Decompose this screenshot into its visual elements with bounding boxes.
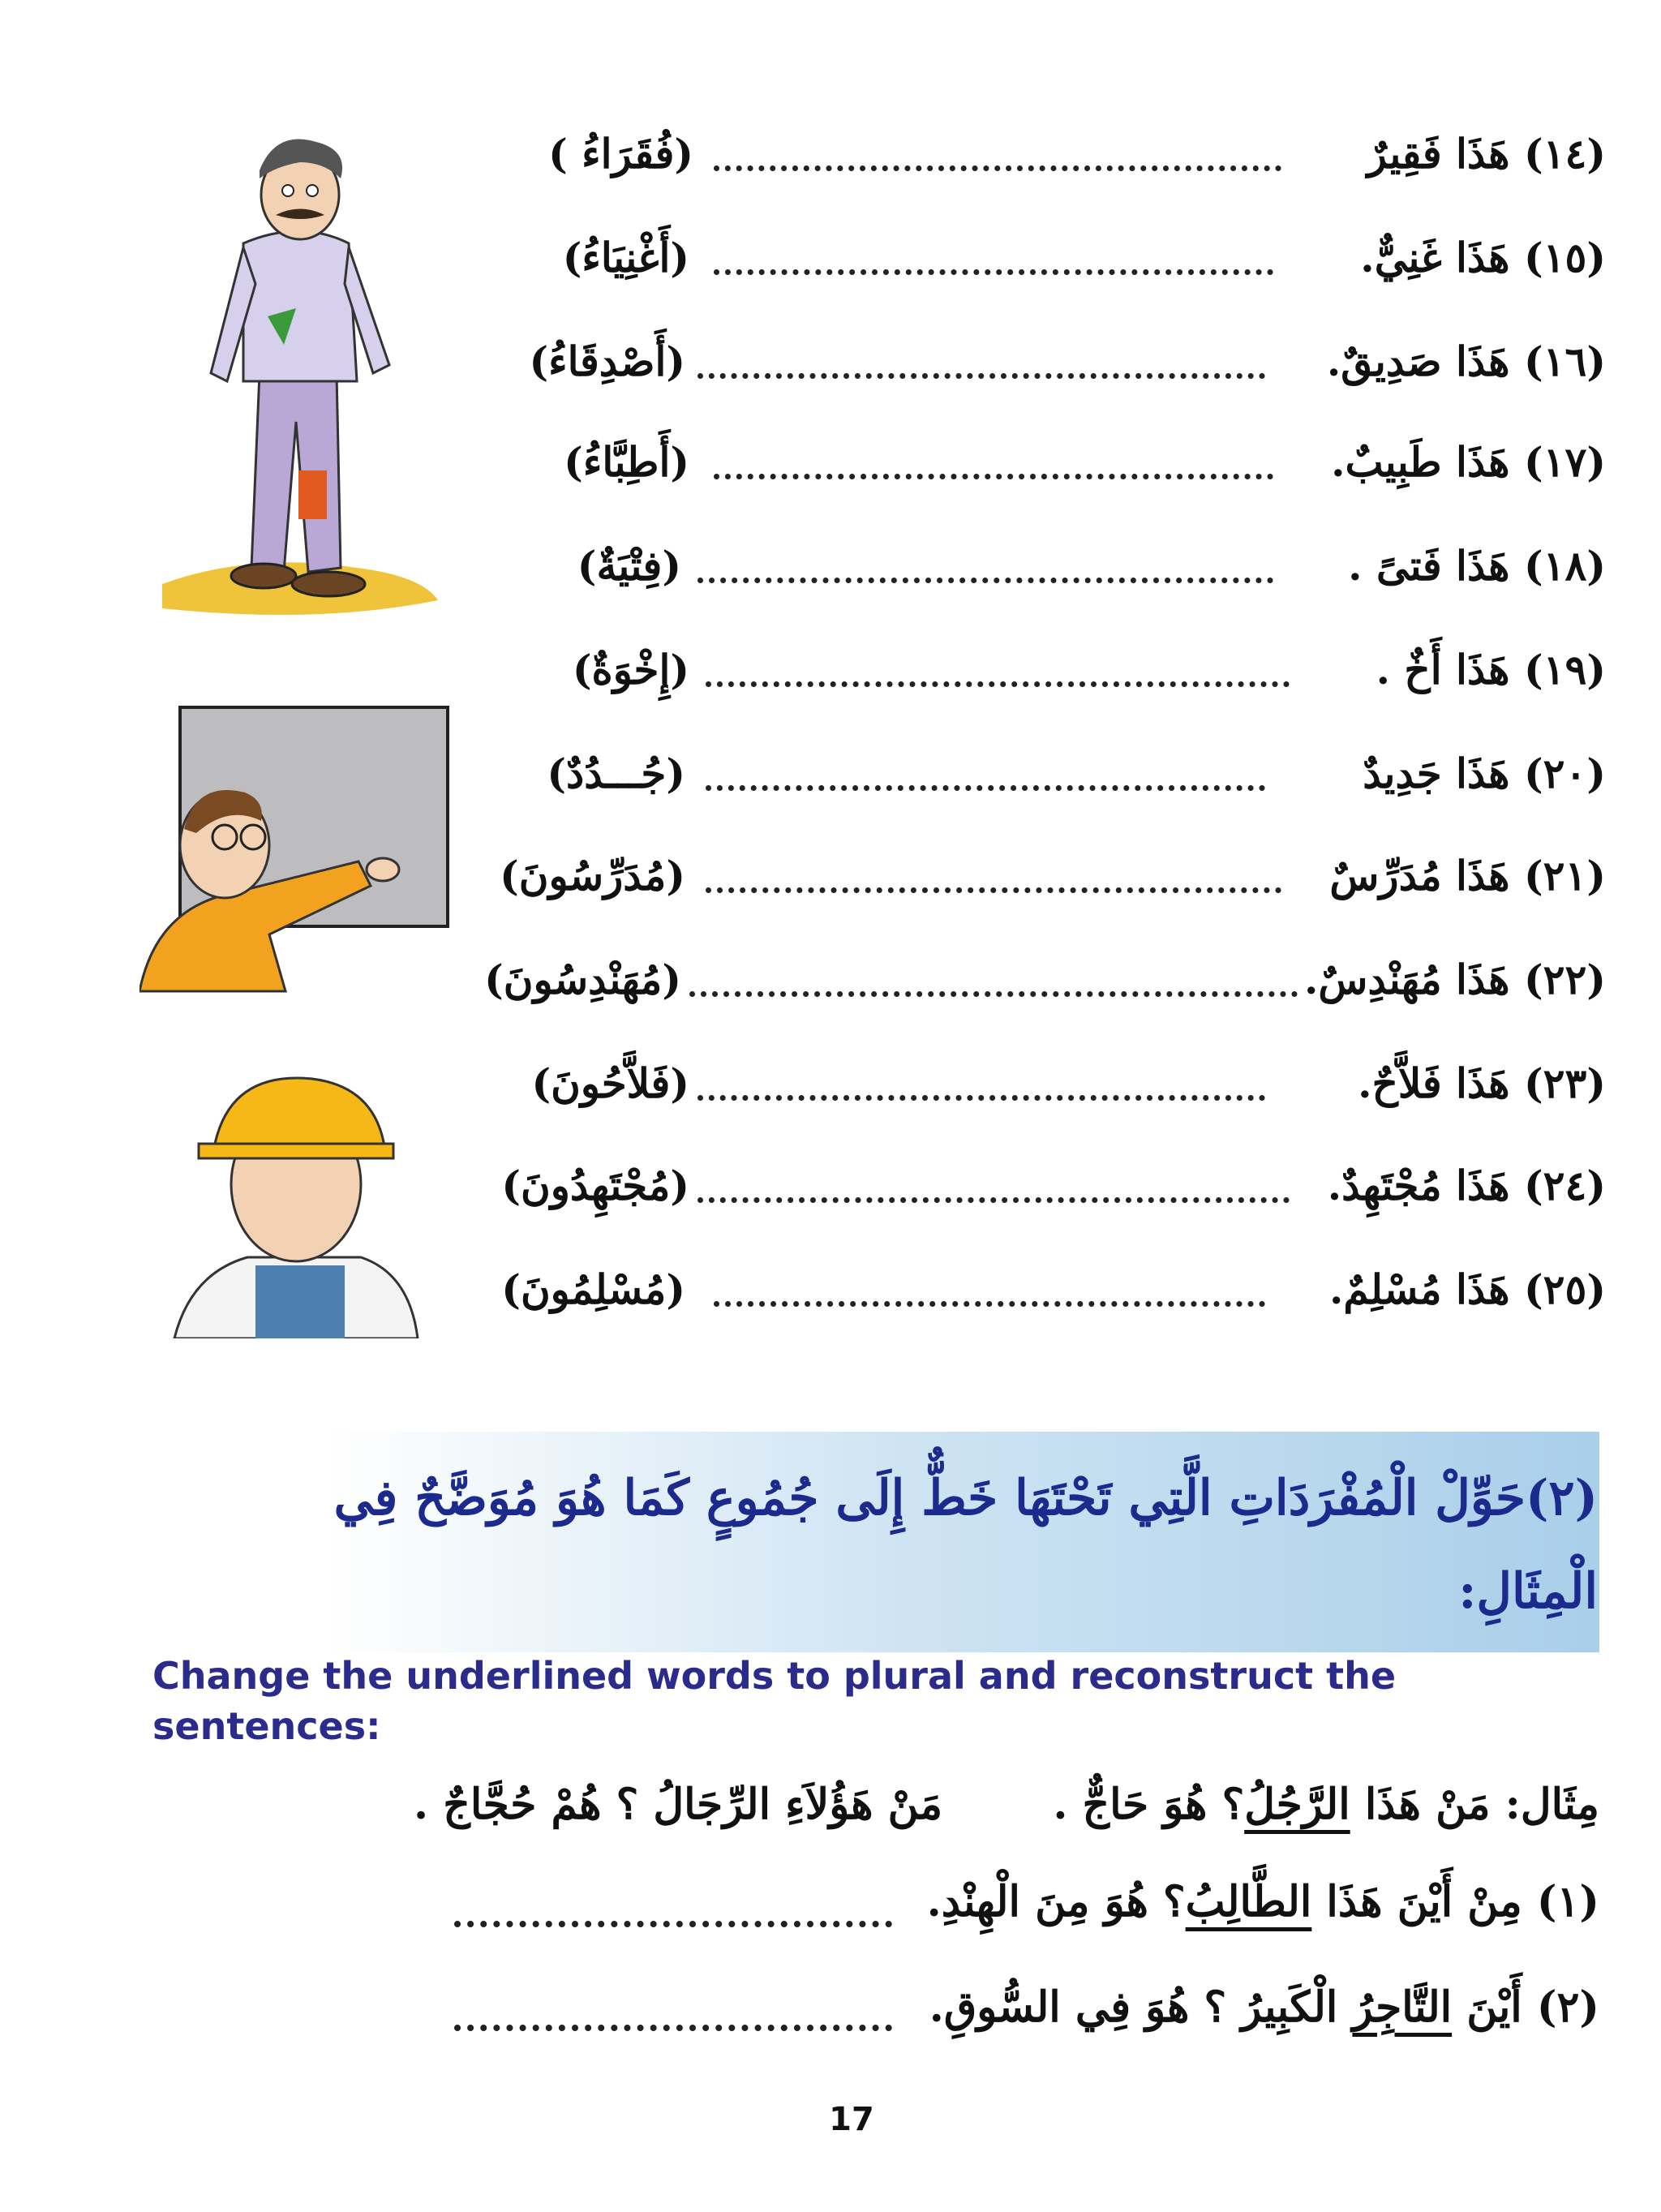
singular-sentence: هَذَا طَبِيبٌ. [1331, 438, 1510, 486]
answer-blank [689, 991, 1298, 997]
plural-hint: (مُجْتَهِدُونَ) [501, 1162, 689, 1209]
plural-hint: (فُقَرَاءُ ) [548, 130, 693, 178]
plural-hint: (أَغْنِيَاءُ) [562, 234, 689, 281]
answer-blank [697, 1095, 1265, 1101]
plural-hint: (إِخْوَةٌ) [572, 646, 689, 694]
item-prefix: (١) مِنْ أَيْنَ هَذَا [1326, 1877, 1599, 1926]
answer-blank [714, 1301, 1265, 1307]
plural-hint: (مُسْلِمُونَ) [501, 1265, 685, 1313]
exercise2-item-1 [221, 1866, 1599, 1939]
answer-blank-1 [454, 1921, 892, 1927]
exercise-row-25 [470, 1249, 1606, 1330]
exercise-row-21 [470, 835, 1606, 917]
plural-hint: (جُـــدُدٌ) [547, 750, 685, 797]
exercise2-item-2 [221, 1971, 1599, 2044]
plural-hint: (مُهَنْدِسُونَ) [484, 956, 681, 1003]
exercise-row-16 [470, 321, 1606, 402]
exercise-row-14 [470, 114, 1606, 195]
engineer-illustration [166, 1063, 426, 1338]
item-underlined-word: التَّاجِرُ [1352, 1982, 1453, 2032]
answer-blank [706, 785, 1265, 791]
exercise-row-15 [470, 217, 1606, 299]
row-number: (٢٣) [1523, 1059, 1606, 1107]
answer-blank [706, 887, 1281, 893]
row-number: (٢١) [1523, 852, 1606, 900]
plural-hint: (أَطِبَّاءُ) [564, 438, 689, 486]
answer-blank [714, 474, 1273, 479]
answer-blank [714, 269, 1273, 275]
exercise-row-19 [470, 629, 1606, 711]
singular-sentence: هَذَا فَلاَّحٌ. [1358, 1059, 1510, 1107]
teacher-illustration [139, 699, 456, 999]
item-rest: ؟ هُوَ مِنَ الْهِنْدِ. [926, 1877, 1186, 1926]
row-number: (٢٢) [1523, 956, 1606, 1003]
singular-sentence: هَذَا غَنِيٌّ. [1360, 234, 1510, 281]
example-answer: مَنْ هَؤُلاَءِ الرِّجَالُ ؟ هُمْ حُجَّاجٌ . [414, 1780, 943, 1829]
exercise-row-22 [470, 939, 1606, 1020]
singular-sentence: هَذَا فَتىً . [1348, 542, 1510, 590]
plural-hint: (أَصْدِقَاءُ) [529, 337, 685, 385]
exercise-row-17 [470, 422, 1606, 503]
item-prefix: (٢) أَيْنَ [1466, 1982, 1599, 2032]
plural-hint: (فَلاَّحُونَ) [531, 1059, 689, 1107]
singular-sentence: هَذَا فَقِيرٌ [1367, 130, 1510, 178]
singular-sentence: هَذَا أَخٌ . [1376, 646, 1510, 694]
row-number: (١٩) [1523, 646, 1606, 694]
item-underlined-word: الطَّالِبُ [1185, 1877, 1312, 1926]
exercise-row-24 [470, 1145, 1606, 1226]
row-number: (٢٥) [1523, 1265, 1606, 1313]
answer-blank [697, 578, 1273, 583]
poor-man-illustration [154, 130, 446, 633]
singular-sentence: هَذَا جَدِيدٌ [1363, 750, 1510, 797]
plural-hint: (فِتْيَةٌ) [577, 542, 681, 590]
exercise-row-23 [470, 1043, 1606, 1124]
singular-sentence: هَذَا مُهَنْدِسٌ. [1304, 956, 1510, 1003]
answer-blank-2 [454, 2025, 892, 2031]
instruction-english: Change the underlined words to plural and reconstruct the sentences: [152, 1654, 1397, 1748]
instruction-arabic: (٢)حَوِّلْ الْمُفْرَدَاتِ الَّتِي تَحْتَهَا خَطٌّ إِلَى جُمُوعٍ كَمَا هُوَ مُوَضَّحٌ فِي الْمِثَالِ: [333, 1470, 1598, 1620]
row-number: (١٤) [1523, 130, 1606, 178]
row-number: (١٥) [1523, 234, 1606, 281]
row-number: (٢٠) [1523, 750, 1606, 797]
exercise-row-18 [470, 526, 1606, 607]
row-number: (٢٤) [1523, 1162, 1606, 1209]
example-line [221, 1768, 1599, 1841]
item-rest: الْكَبِيرُ ؟ هُوَ فِي السُّوقِ. [929, 1982, 1338, 2032]
exercise-row-20 [470, 733, 1606, 814]
row-number: (١٧) [1523, 438, 1606, 486]
row-number: (١٨) [1523, 542, 1606, 590]
singular-sentence: هَذَا مُجْتَهِدٌ. [1327, 1162, 1510, 1209]
answer-blank [706, 681, 1290, 687]
singular-sentence: هَذَا صَدِيقٌ. [1326, 337, 1510, 385]
answer-blank [697, 373, 1265, 379]
example-prefix: مِثَال: مَنْ هَذَا [1364, 1780, 1599, 1829]
example-underlined-word: الرَّجُلُ [1244, 1780, 1350, 1829]
example-rest: ؟ هُوَ حَاجٌّ . [1053, 1780, 1245, 1829]
row-number: (١٦) [1523, 337, 1606, 385]
page-number: 17 [829, 2101, 874, 2138]
answer-blank [697, 1197, 1290, 1203]
answer-blank [714, 165, 1281, 171]
singular-sentence: هَذَا مُدَرِّسٌ [1329, 852, 1510, 900]
singular-sentence: هَذَا مُسْلِمٌ. [1328, 1265, 1510, 1313]
plural-hint: (مُدَرِّسُونَ) [500, 852, 685, 900]
